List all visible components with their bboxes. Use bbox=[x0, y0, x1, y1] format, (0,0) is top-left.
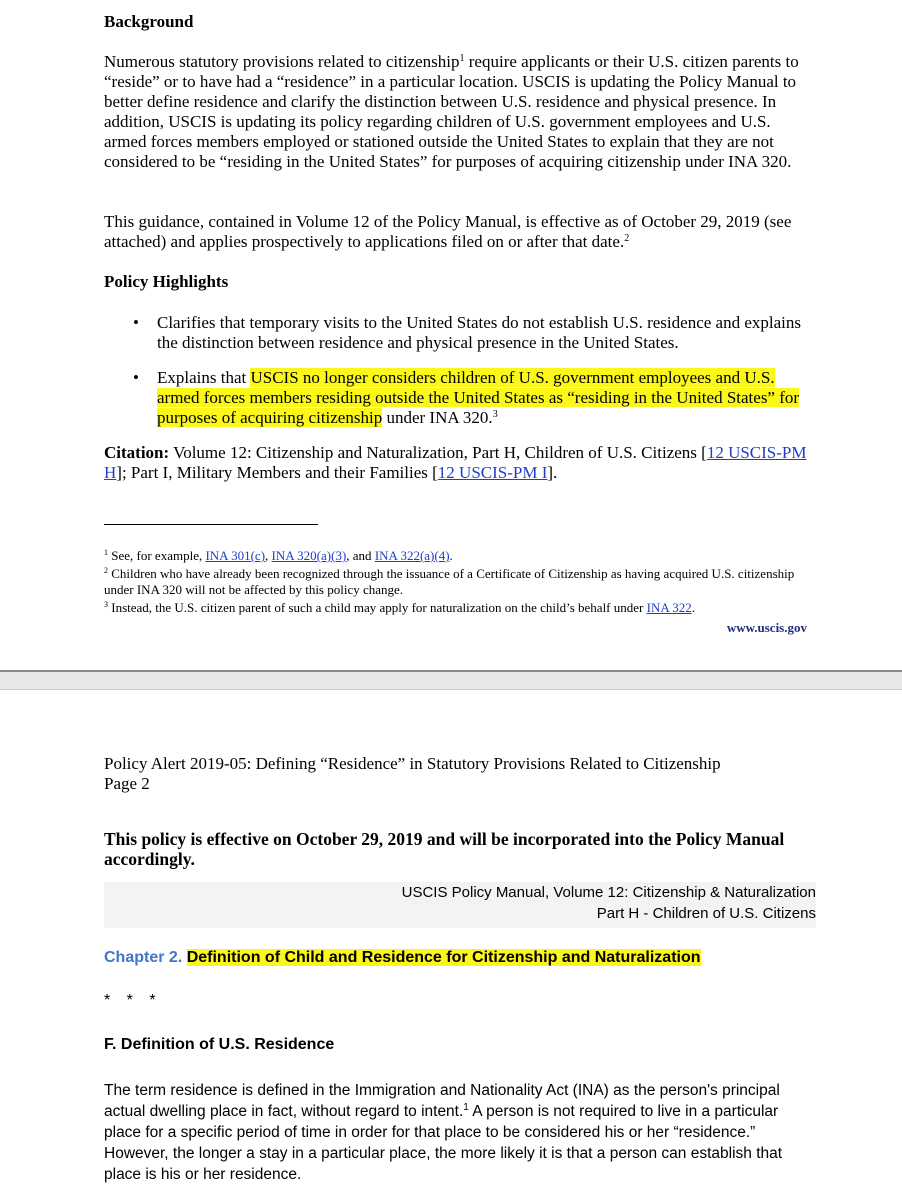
section-heading: F. Definition of U.S. Residence bbox=[104, 1036, 335, 1053]
list-item bbox=[104, 313, 816, 353]
background-heading: Background bbox=[104, 12, 194, 31]
bullet-text-post: under INA 320. bbox=[382, 408, 493, 427]
bullet-icon: • bbox=[133, 313, 139, 332]
body-text-a: The term residence is defined in the Immigration and Nationality Act (INA) as the person's principal actual dwelling place in fact, without regard to intent. bbox=[104, 1082, 780, 1120]
highlights-list bbox=[104, 313, 816, 428]
footnote-2 bbox=[104, 566, 816, 598]
citation-link-part-i[interactable]: 12 USCIS-PM I bbox=[437, 463, 548, 482]
citation-text: ]. bbox=[547, 463, 558, 482]
footnote-number: 1 bbox=[104, 548, 108, 557]
footnote-1 bbox=[104, 548, 816, 564]
footnote-text: Instead, the U.S. citizen parent of such a child may apply for naturalization on the child’s behalf under bbox=[108, 600, 647, 615]
footnote-ref[interactable]: 2 bbox=[624, 233, 630, 244]
footnote-text: . bbox=[691, 600, 695, 615]
footnote-text: . bbox=[449, 548, 453, 563]
citation-paragraph bbox=[104, 443, 816, 483]
website-url[interactable]: www.uscis.gov bbox=[726, 620, 807, 635]
citation-link-part-h[interactable]: 12 USCIS-PM H bbox=[104, 443, 807, 482]
list-item bbox=[104, 368, 816, 428]
document-page-2 bbox=[0, 690, 902, 1200]
citation-label: Citation: bbox=[104, 443, 170, 462]
footnote-divider bbox=[104, 524, 318, 525]
footnote-text: , bbox=[265, 548, 272, 563]
manual-volume-line: USCIS Policy Manual, Volume 12: Citizenship & Naturalization bbox=[401, 884, 816, 901]
bullet-text-pre: Explains that bbox=[157, 368, 251, 387]
page-header bbox=[104, 754, 816, 794]
footnote-text: Children who have already been recognized through the issuance of a Certificate of Citizenship as having acquired U.S. citizenship under INA 320 will not be affected by this policy change. bbox=[104, 566, 795, 597]
footnote-number: 3 bbox=[104, 600, 108, 609]
footnote-ref[interactable]: 1 bbox=[463, 1102, 469, 1113]
citation-text: ]; Part I, Military Members and their Families [ bbox=[116, 463, 438, 482]
policy-alert-title: Policy Alert 2019-05: Defining “Residence” in Statutory Provisions Related to Citizenship bbox=[104, 754, 721, 773]
highlighted-text: USCIS no longer considers children of U.S. government employees and U.S. armed forces members residing outside the United States as “residing in the United States” for purposes of acquiring citizenship bbox=[157, 368, 800, 427]
guidance-paragraph bbox=[104, 212, 816, 252]
para1-text-a: Numerous statutory provisions related to citizenship bbox=[104, 52, 460, 71]
para2-text: This guidance, contained in Volume 12 of the Policy Manual, is effective as of October 29, 2019 (see attached) and applies prospectively to applications filed on or after that date. bbox=[104, 212, 792, 251]
footnote-number: 2 bbox=[104, 566, 108, 575]
background-paragraph bbox=[104, 52, 816, 172]
link-ina-322a4[interactable]: INA 322(a)(4) bbox=[374, 548, 450, 563]
footnote-ref[interactable]: 3 bbox=[492, 409, 498, 420]
policy-highlights-heading: Policy Highlights bbox=[104, 272, 229, 291]
manual-part-line: Part H - Children of U.S. Citizens bbox=[596, 905, 816, 922]
link-ina-301c[interactable]: INA 301(c) bbox=[205, 548, 266, 563]
citation-text: Volume 12: Citizenship and Naturalization, Part H, Children of U.S. Citizens [ bbox=[169, 443, 707, 462]
effective-notice: This policy is effective on October 29, 2019 and will be incorporated into the Policy Manual accordingly. bbox=[104, 829, 785, 869]
bullet-text: Clarifies that temporary visits to the United States do not establish U.S. residence and explains the distinction between residence and physical presence in the United States. bbox=[157, 313, 801, 352]
bullet-icon: • bbox=[133, 368, 139, 387]
chapter-number: Chapter 2. bbox=[104, 949, 183, 966]
residence-definition-paragraph bbox=[104, 1080, 816, 1185]
footnote-text: , and bbox=[346, 548, 375, 563]
chapter-heading bbox=[104, 948, 701, 968]
manual-reference-box bbox=[104, 882, 816, 928]
page-number: Page 2 bbox=[104, 774, 150, 793]
body-text-b: A person is not required to live in a particular place for a specific period of time in order for that place to be considered his or her “residence.” However, the longer a stay in a particular place, the more likely it is that a person can establish that place is his or her residence. bbox=[104, 1103, 783, 1183]
page-separator bbox=[0, 670, 902, 690]
section-break: * * * bbox=[104, 992, 162, 1009]
para1-text-b: require applicants or their U.S. citizen parents to “reside” or to have had a “residence” in a particular location. USCIS is updating the Policy Manual to better define residence and clarify the distinction between U.S. residence and physical presence. In addition, USCIS is updating its policy regarding children of U.S. government employees and U.S. armed forces members employed or stationed outside the United States to explain that they are not considered to be “residing in the United States” for purposes of acquiring citizenship under INA 320. bbox=[104, 52, 799, 171]
footnote-ref[interactable]: 1 bbox=[459, 53, 465, 64]
footnote-text: See, for example, bbox=[108, 548, 206, 563]
link-ina-322[interactable]: INA 322 bbox=[646, 600, 692, 615]
link-ina-320a3[interactable]: INA 320(a)(3) bbox=[271, 548, 347, 563]
chapter-title: Definition of Child and Residence for Citizenship and Naturalization bbox=[186, 949, 701, 966]
footnote-3 bbox=[104, 600, 816, 616]
